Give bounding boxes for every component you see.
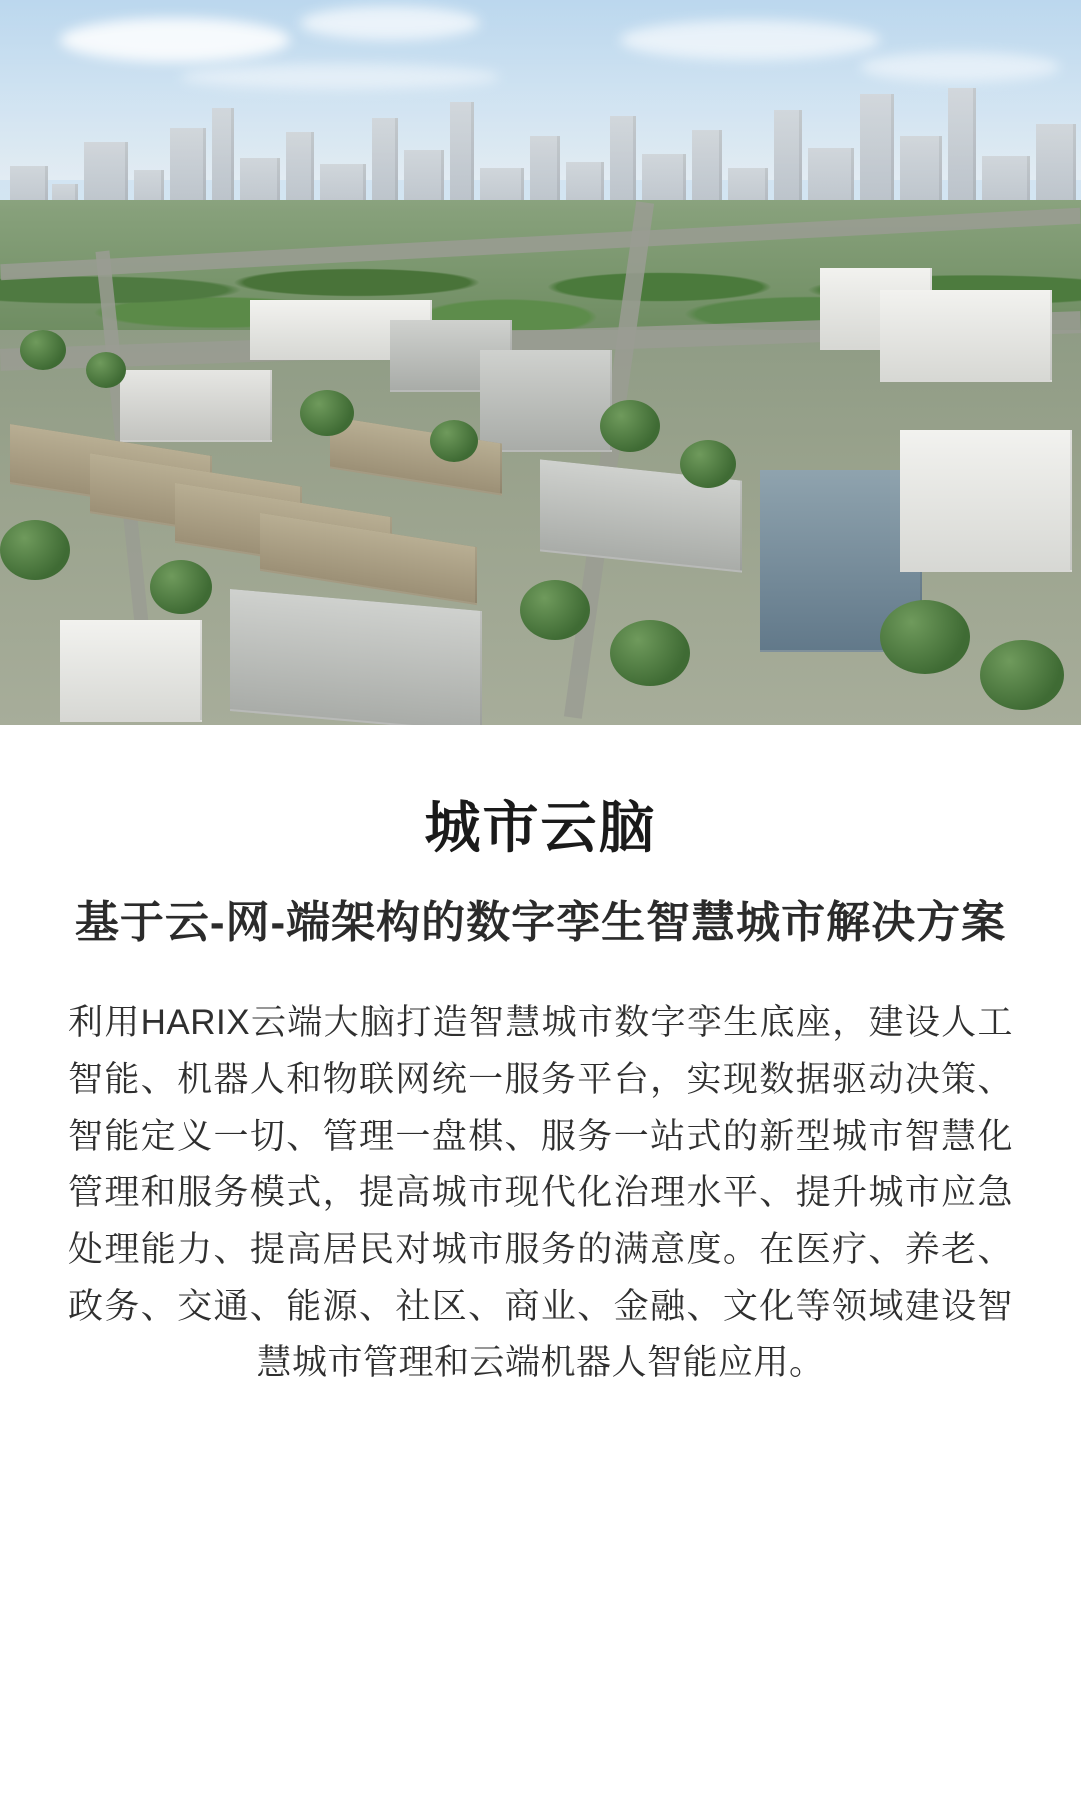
tree	[980, 640, 1064, 710]
tree	[610, 620, 690, 686]
tree	[0, 520, 70, 580]
building	[900, 430, 1072, 572]
tree	[880, 600, 970, 674]
page-subtitle: 基于云-网-端架构的数字孪生智慧城市解决方案	[74, 897, 1007, 947]
building	[120, 370, 272, 442]
hero-image	[0, 0, 1081, 725]
body-paragraph: 利用HARIX云端大脑打造智慧城市数字孪生底座，建设人工智能、机器人和物联网统一服务平台，实现数据驱动决策、智能定义一切、管理一盘棋、服务一站式的新型城市智慧化管理和服务模式，提高城市现代化治理水平、提升城市应急处理能力、提高居民对城市服务的满意度。在医疗、养老、政务、交通、能源、社区、商业、金融、文化等领域建设智慧城市管理和云端机器人智能应用。	[68, 1003, 1013, 1383]
tree	[430, 420, 478, 462]
tree	[680, 440, 736, 488]
tree	[150, 560, 212, 614]
building	[60, 620, 202, 722]
building	[480, 350, 612, 452]
tree	[600, 400, 660, 452]
cloud-shape	[300, 6, 480, 40]
tree	[86, 352, 126, 388]
cloud-shape	[60, 18, 290, 62]
building	[230, 589, 482, 725]
tree	[20, 330, 66, 370]
tree	[520, 580, 590, 640]
tree	[300, 390, 354, 436]
article-content	[0, 725, 1081, 1392]
cloud-shape	[620, 20, 880, 60]
building	[880, 290, 1052, 382]
page-title: 城市云脑	[424, 796, 657, 859]
